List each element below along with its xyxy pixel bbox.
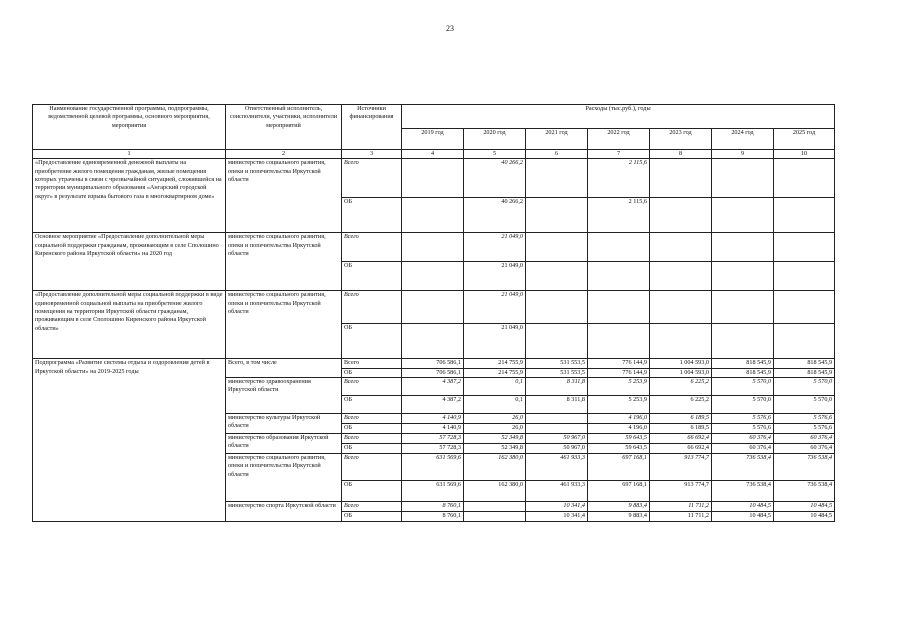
cell-value [402,262,464,291]
cell-value: 4 196,0 [588,424,650,434]
cell-value [526,291,588,324]
cell-value: 818 545,9 [774,359,835,368]
column-number: 3 [342,150,402,159]
cell-value: 11 711,2 [650,502,712,512]
cell-value [588,233,650,262]
cell-value: 6 225,2 [650,378,712,396]
cell-value: 8 311,8 [526,396,588,414]
row-executor: министерство образования Иркутской области [226,434,342,454]
header-year: 2024 год [712,128,774,149]
cell-value [712,324,774,359]
cell-value [402,291,464,324]
header-year: 2021 год [526,128,588,149]
row-executor: министерство здравоохранения Иркутской области [226,378,342,414]
row-source: ОБ [342,262,402,291]
cell-value: 818 545,9 [712,359,774,368]
column-number: 10 [774,150,835,159]
row-source: Всего [342,233,402,262]
cell-value: 9 883,4 [588,502,650,512]
row-executor: министерство культуры Иркутской области [226,414,342,434]
cell-value [774,324,835,359]
cell-value [650,262,712,291]
cell-value: 40 266,2 [464,159,526,198]
cell-value: 1 004 593,0 [650,359,712,368]
cell-value: 21 049,0 [464,291,526,324]
column-number: 8 [650,150,712,159]
cell-value [650,324,712,359]
cell-value [464,512,526,522]
cell-value: 913 774,7 [650,454,712,481]
cell-value: 736 538,4 [712,454,774,481]
column-number: 6 [526,150,588,159]
column-number: 9 [712,150,774,159]
table-row [33,359,835,368]
cell-value [774,262,835,291]
row-source: Всего [342,159,402,198]
cell-value: 214 755,9 [464,368,526,377]
header-expenses: Расходы (тыс.руб.), годы [402,105,835,129]
cell-value [588,291,650,324]
cell-value [712,159,774,198]
cell-value [712,233,774,262]
cell-value: 59 643,5 [588,444,650,454]
block-sposhino-housing [33,291,835,359]
header-sources: Источники финансирования [342,105,402,150]
row-source: Всего [342,378,402,396]
cell-value: 5 570,0 [712,378,774,396]
header-year: 2022 год [588,128,650,149]
cell-value [650,291,712,324]
cell-value [526,424,588,434]
cell-value: 10 484,5 [774,512,835,522]
cell-value: 776 144,9 [588,359,650,368]
page-number: 23 [446,24,454,33]
cell-value: 10 484,5 [712,512,774,522]
cell-value: 818 545,9 [774,368,835,377]
cell-value: 21 049,0 [464,233,526,262]
cell-value: 66 692,4 [650,434,712,444]
cell-value [712,198,774,233]
column-number: 1 [33,150,226,159]
row-executor: Всего, в том числе [226,359,342,378]
row-source: Всего [342,414,402,424]
cell-value: 21 049,0 [464,324,526,359]
table-row [33,291,835,324]
cell-value [774,159,835,198]
cell-value: 461 933,3 [526,481,588,502]
cell-value [526,414,588,424]
row-name: Основное мероприятие «Предоставление дополнительной меры социальной поддержки гражданам, проживающим в селе Сполошино Киренского района Иркутской области» на 2020 год [33,233,226,291]
cell-value: 5 253,9 [588,378,650,396]
row-source: ОБ [342,396,402,414]
cell-value: 59 643,5 [588,434,650,444]
header-executor: Ответственный исполнитель, соисполнители, участники, исполнители мероприятий [226,105,342,150]
cell-value: 60 376,4 [712,444,774,454]
table-row [33,159,835,198]
cell-value: 162 380,0 [464,481,526,502]
row-source: Всего [342,291,402,324]
budget-table [32,104,835,522]
cell-value: 8 760,1 [402,512,464,522]
row-executor: министерство социального развития, опеки и попечительства Иркутской области [226,291,342,359]
cell-value: 9 883,4 [588,512,650,522]
cell-value [526,198,588,233]
cell-value: 8 760,1 [402,502,464,512]
table-header [33,105,835,159]
cell-value: 50 967,0 [526,444,588,454]
cell-value: 6 189,5 [650,424,712,434]
block-sposhino-support [33,233,835,291]
cell-value: 214 755,9 [464,359,526,368]
cell-value: 10 484,5 [774,502,835,512]
column-number: 4 [402,150,464,159]
cell-value: 4 387,2 [402,396,464,414]
cell-value: 40 266,2 [464,198,526,233]
header-year: 2019 год [402,128,464,149]
cell-value [712,291,774,324]
cell-value [650,198,712,233]
cell-value: 913 774,7 [650,481,712,502]
cell-value: 8 311,8 [526,378,588,396]
row-source: Всего [342,454,402,481]
column-numbers-row [33,150,835,159]
cell-value: 26,0 [464,424,526,434]
row-source: ОБ [342,198,402,233]
cell-value: 5 253,9 [588,396,650,414]
cell-value: 697 168,1 [588,454,650,481]
cell-value: 60 376,4 [774,434,835,444]
row-source: Всего [342,359,402,368]
cell-value: 0,1 [464,396,526,414]
cell-value: 10 341,4 [526,512,588,522]
header-year: 2023 год [650,128,712,149]
cell-value [712,262,774,291]
row-source: ОБ [342,324,402,359]
cell-value: 57 728,3 [402,434,464,444]
cell-value: 2 115,6 [588,159,650,198]
column-number: 5 [464,150,526,159]
cell-value: 736 538,4 [774,481,835,502]
cell-value: 4 140,9 [402,414,464,424]
cell-value: 57 728,3 [402,444,464,454]
cell-value [402,198,464,233]
cell-value [588,262,650,291]
column-number: 2 [226,150,342,159]
cell-value [526,262,588,291]
cell-value: 531 553,5 [526,368,588,377]
row-name: Подпрограмма «Развитие системы отдыха и оздоровления детей в Иркутской области» на 2019-2025 годы [33,359,226,522]
cell-value: 736 538,4 [712,481,774,502]
cell-value: 0,1 [464,378,526,396]
cell-value: 60 376,4 [774,444,835,454]
cell-value: 50 967,0 [526,434,588,444]
cell-value: 5 576,6 [774,414,835,424]
cell-value [402,324,464,359]
row-name: «Предоставление дополнительной меры социальной поддержки в виде единовременной социальной выплаты на приобретение жилого помещения на территории Иркутской области гражданам, проживающим в селе Сполошино Киренского района Иркутской области» [33,291,226,359]
row-executor: министерство социального развития, опеки и попечительства Иркутской области [226,454,342,502]
cell-value: 6 225,2 [650,396,712,414]
column-number: 7 [588,150,650,159]
cell-value: 5 570,0 [774,396,835,414]
cell-value: 461 933,3 [526,454,588,481]
cell-value [402,159,464,198]
cell-value: 5 576,6 [712,424,774,434]
cell-value: 66 692,4 [650,444,712,454]
cell-value: 631 569,6 [402,454,464,481]
cell-value: 4 387,2 [402,378,464,396]
cell-value [650,233,712,262]
cell-value: 4 140,9 [402,424,464,434]
cell-value: 52 349,8 [464,444,526,454]
cell-value: 1 004 593,0 [650,368,712,377]
row-executor: министерство спорта Иркутской области [226,502,342,522]
block-subprogram-recreation [33,359,835,522]
cell-value: 2 115,6 [588,198,650,233]
cell-value: 4 196,0 [588,414,650,424]
cell-value: 706 586,1 [402,368,464,377]
cell-value [526,233,588,262]
block-one-time-payment [33,159,835,233]
cell-value: 531 553,5 [526,359,588,368]
row-source: ОБ [342,512,402,522]
cell-value [464,502,526,512]
cell-value [526,159,588,198]
row-source: ОБ [342,424,402,434]
row-source: Всего [342,434,402,444]
cell-value [774,198,835,233]
cell-value: 5 576,6 [774,424,835,434]
cell-value [588,324,650,359]
cell-value: 818 545,9 [712,368,774,377]
cell-value [650,159,712,198]
cell-value: 52 349,8 [464,434,526,444]
cell-value: 736 538,4 [774,454,835,481]
row-executor: министерство социального развития, опеки и попечительства Иркутской области [226,159,342,233]
cell-value: 776 144,9 [588,368,650,377]
cell-value: 11 711,2 [650,512,712,522]
cell-value: 26,0 [464,414,526,424]
cell-value [774,233,835,262]
header-name: Наименование государственной программы, подпрограммы, ведомственной целевой программы, основного мероприятия, мероприятия [33,105,226,150]
row-source: Всего [342,502,402,512]
cell-value: 6 189,5 [650,414,712,424]
cell-value: 697 168,1 [588,481,650,502]
row-executor: министерство социального развития, опеки и попечительства Иркутской области [226,233,342,291]
row-source: ОБ [342,481,402,502]
cell-value [526,324,588,359]
cell-value: 10 484,5 [712,502,774,512]
cell-value: 706 586,1 [402,359,464,368]
row-source: ОБ [342,368,402,377]
row-name: «Предоставление единовременной денежной выплаты на приобретение жилого помещения гражданам, жилые помещения которых утрачены в связи с чрезвычайной ситуацией, сложившейся на территории муниципального образования «Ангарский городской округ» в результате взрыва бытового газа в многоквартирном доме» [33,159,226,233]
header-year: 2020 год [464,128,526,149]
header-year: 2025 год [774,128,835,149]
table-row [33,233,835,262]
row-source: ОБ [342,444,402,454]
cell-value: 631 569,6 [402,481,464,502]
cell-value: 5 570,0 [774,378,835,396]
cell-value: 5 570,0 [712,396,774,414]
cell-value: 10 341,4 [526,502,588,512]
cell-value: 162 380,0 [464,454,526,481]
cell-value: 21 049,0 [464,262,526,291]
cell-value: 60 376,4 [712,434,774,444]
cell-value: 5 576,6 [712,414,774,424]
cell-value [774,291,835,324]
cell-value [402,233,464,262]
